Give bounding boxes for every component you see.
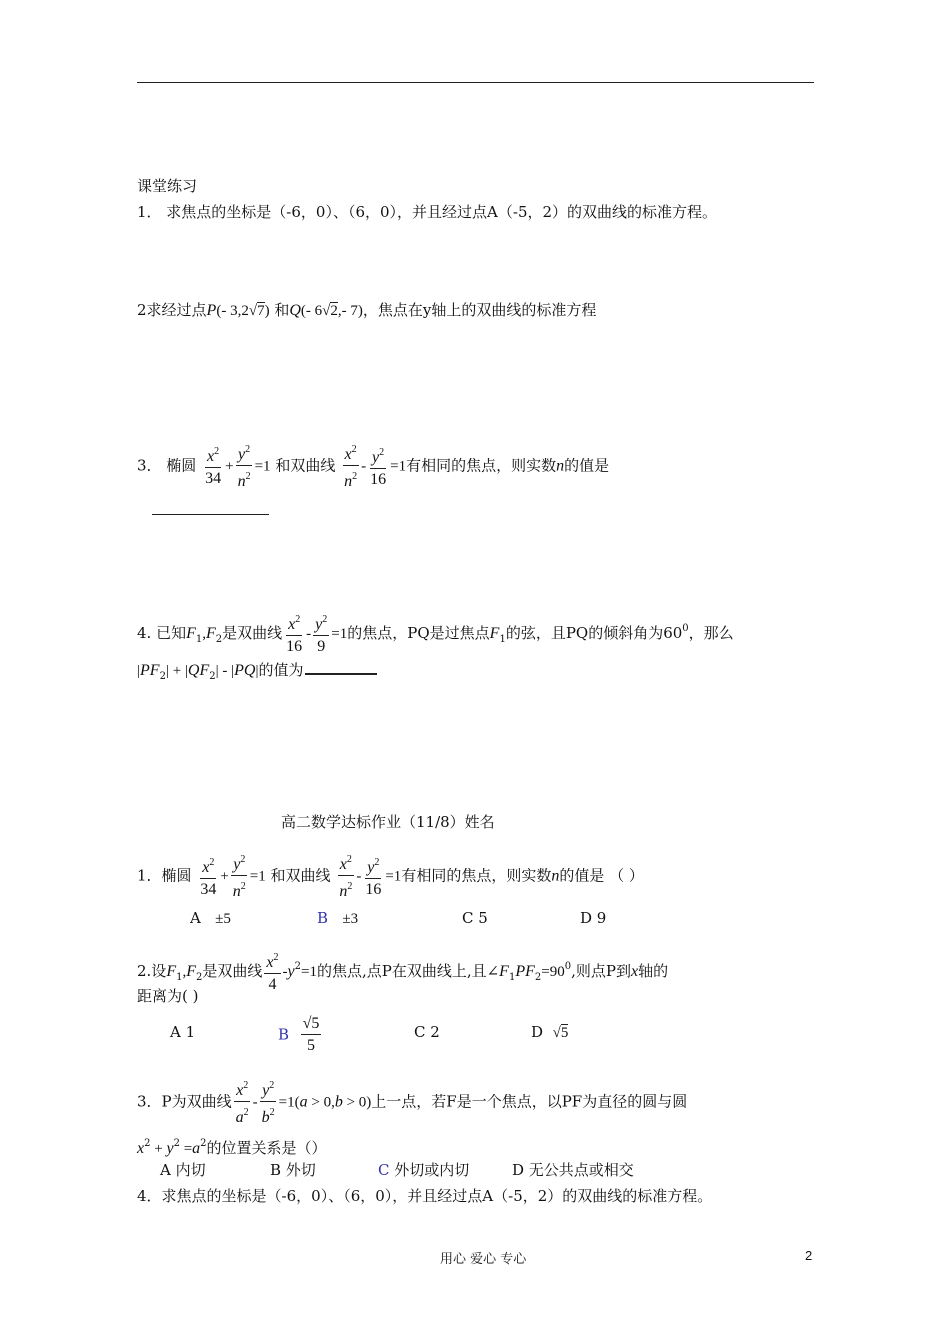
practice-question-1: 1． 求焦点的坐标是（-6，0）、（6，0），并且经过点A（-5，2）的双曲线的标准方程。 — [137, 203, 718, 221]
h2-option-c: C 2 — [414, 1023, 440, 1041]
h2-option-d: D √5 — [531, 1023, 569, 1041]
h3-option-a: A 内切 — [160, 1161, 206, 1179]
h1-option-d: D 9 — [580, 909, 607, 927]
h1-option-b: B ±3 — [317, 909, 359, 927]
homework-question-3-line2: $x^2 + y^2 =a^2$的位置关系是（） — [137, 1138, 327, 1157]
header-rule — [137, 82, 814, 83]
h3-option-b: B 外切 — [270, 1161, 316, 1179]
footer-text: 用心 爱心 专心 — [440, 1252, 527, 1267]
homework-question-1: 1．椭圆 $\frac{x^2}{34}$ + $\frac{y^2}{n^2}$ =1 和双曲线 $\frac{x^2}{n^2}$ - $\frac{y^2}{16}$ =1有相同的焦点，则实数n的值是 （ ） — [137, 850, 644, 903]
practice-question-4-line2: $|PF_2| + |QF_2| - |PQ|$的值为 — [137, 660, 377, 687]
practice-question-3: 3． 椭圆 $\frac{x^2}{34}$ + $\frac{y^2}{n^2}$ =1 和双曲线 $\frac{x^2}{n^2}$ - $\frac{y^2}{16}$ =1有相同的焦点，则实数n的值是 — [137, 440, 609, 493]
practice-question-2: 2求经过点P(- 3,2√7) 和Q(- 6√2,- 7)，焦点在y轴上的双曲线的标准方程 — [137, 301, 597, 319]
h2-option-a: A 1 — [170, 1023, 196, 1041]
homework-question-2: 2.设$F_1,F_2$是双曲线 $\frac{x^2}{4}$ $-y^2=1$的焦点,点P在双曲线上,且$\angle F_1PF_2=90^0$,则点P到x轴的 — [137, 948, 668, 996]
page-number: 2 — [805, 1248, 813, 1263]
answer-blank-3 — [152, 514, 269, 515]
h1-option-a: A ±5 — [190, 909, 231, 927]
h3-option-c: C 外切或内切 — [378, 1161, 470, 1179]
practice-question-4: 4. 已知$F_1,F_2$是双曲线 $\frac{x^2}{16}$ - $\frac{y^2}{9}$ =1的焦点，PQ是过焦点$F_1$的弦，且PQ的倾斜角为$60^0$，那么 — [137, 610, 734, 658]
h3-option-d: D 无公共点或相交 — [512, 1161, 634, 1179]
homework-question-4: 4．求焦点的坐标是（-6，0）、（6，0），并且经过点A（-5，2）的双曲线的标准方程。 — [137, 1187, 713, 1205]
section-title-practice: 课堂练习 — [137, 177, 198, 195]
h2-option-b: B $\frac{√5}{5}$ — [278, 1015, 320, 1054]
homework-question-3: 3．P为双曲线 $\frac{x^2}{a^2}$ - $\frac{y^2}{b^2}$ =1(a > 0,b > 0)上一点，若F是一个焦点，以PF为直径的圆与圆 — [137, 1076, 687, 1129]
h1-option-c: C 5 — [462, 909, 488, 927]
section-title-homework: 高二数学达标作业（11/8）姓名 — [281, 813, 495, 831]
homework-question-2-line2: 距离为( ) — [137, 987, 199, 1005]
